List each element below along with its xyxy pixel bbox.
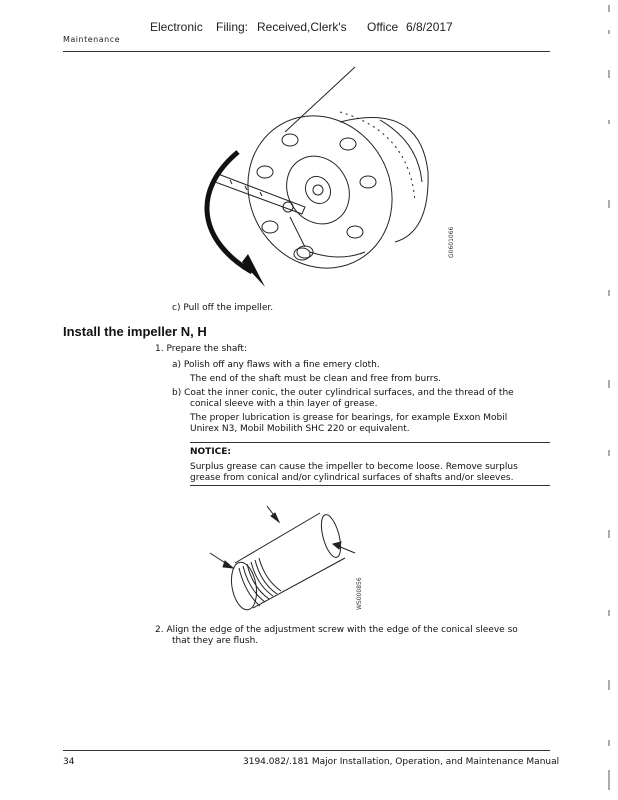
header-rule: [63, 51, 550, 52]
filing-word: 6/8/2017: [406, 20, 453, 34]
step-2: 2. Align the edge of the adjustment screw with the edge of the conical sleeve so: [155, 625, 518, 635]
filing-word: Electronic: [150, 20, 203, 34]
notice-rule-top: [190, 442, 550, 443]
impeller-puller-figure: [190, 62, 450, 302]
notice-rule-bottom: [190, 485, 550, 486]
step-1a-note: The end of the shaft must be clean and free from burrs.: [190, 374, 442, 384]
step-1: 1. Prepare the shaft:: [155, 344, 247, 354]
lubrication-note: The proper lubrication is grease for bearings, for example Exxon Mobil: [190, 413, 508, 423]
step-2-cont: that they are flush.: [172, 636, 259, 646]
filing-word: Filing:: [216, 20, 249, 34]
lubrication-note-cont: Unirex N3, Mobil Mobilith SHC 220 or equivalent.: [190, 424, 410, 434]
conical-sleeve-figure: [205, 498, 360, 618]
figure-code: WS000856: [356, 577, 363, 610]
step-1b: b) Coat the inner conic, the outer cylindrical surfaces, and the thread of the: [172, 388, 514, 398]
step-1b-cont: conical sleeve with a thin layer of grease.: [190, 399, 378, 409]
scan-edge-marks: [603, 0, 615, 800]
notice-title: NOTICE:: [190, 447, 232, 457]
footer-rule: [63, 750, 550, 751]
page-number: 34: [63, 757, 75, 767]
step-1a: a) Polish off any flaws with a fine emery cloth.: [172, 360, 380, 370]
notice-text-cont: grease from conical and/or cylindrical surfaces of shafts and/or sleeves.: [190, 473, 514, 483]
filing-word: Received,Clerk's: [257, 20, 347, 34]
figure-code: G0601066: [448, 226, 455, 258]
step-c: c) Pull off the impeller.: [172, 303, 274, 313]
section-header: Maintenance: [63, 35, 121, 44]
filing-word: Office: [367, 20, 399, 34]
manual-title: 3194.082/.181 Major Installation, Operation, and Maintenance Manual: [243, 757, 560, 767]
section-heading: Install the impeller N, H: [63, 324, 207, 339]
notice-text: Surplus grease can cause the impeller to become loose. Remove surplus: [190, 462, 518, 472]
